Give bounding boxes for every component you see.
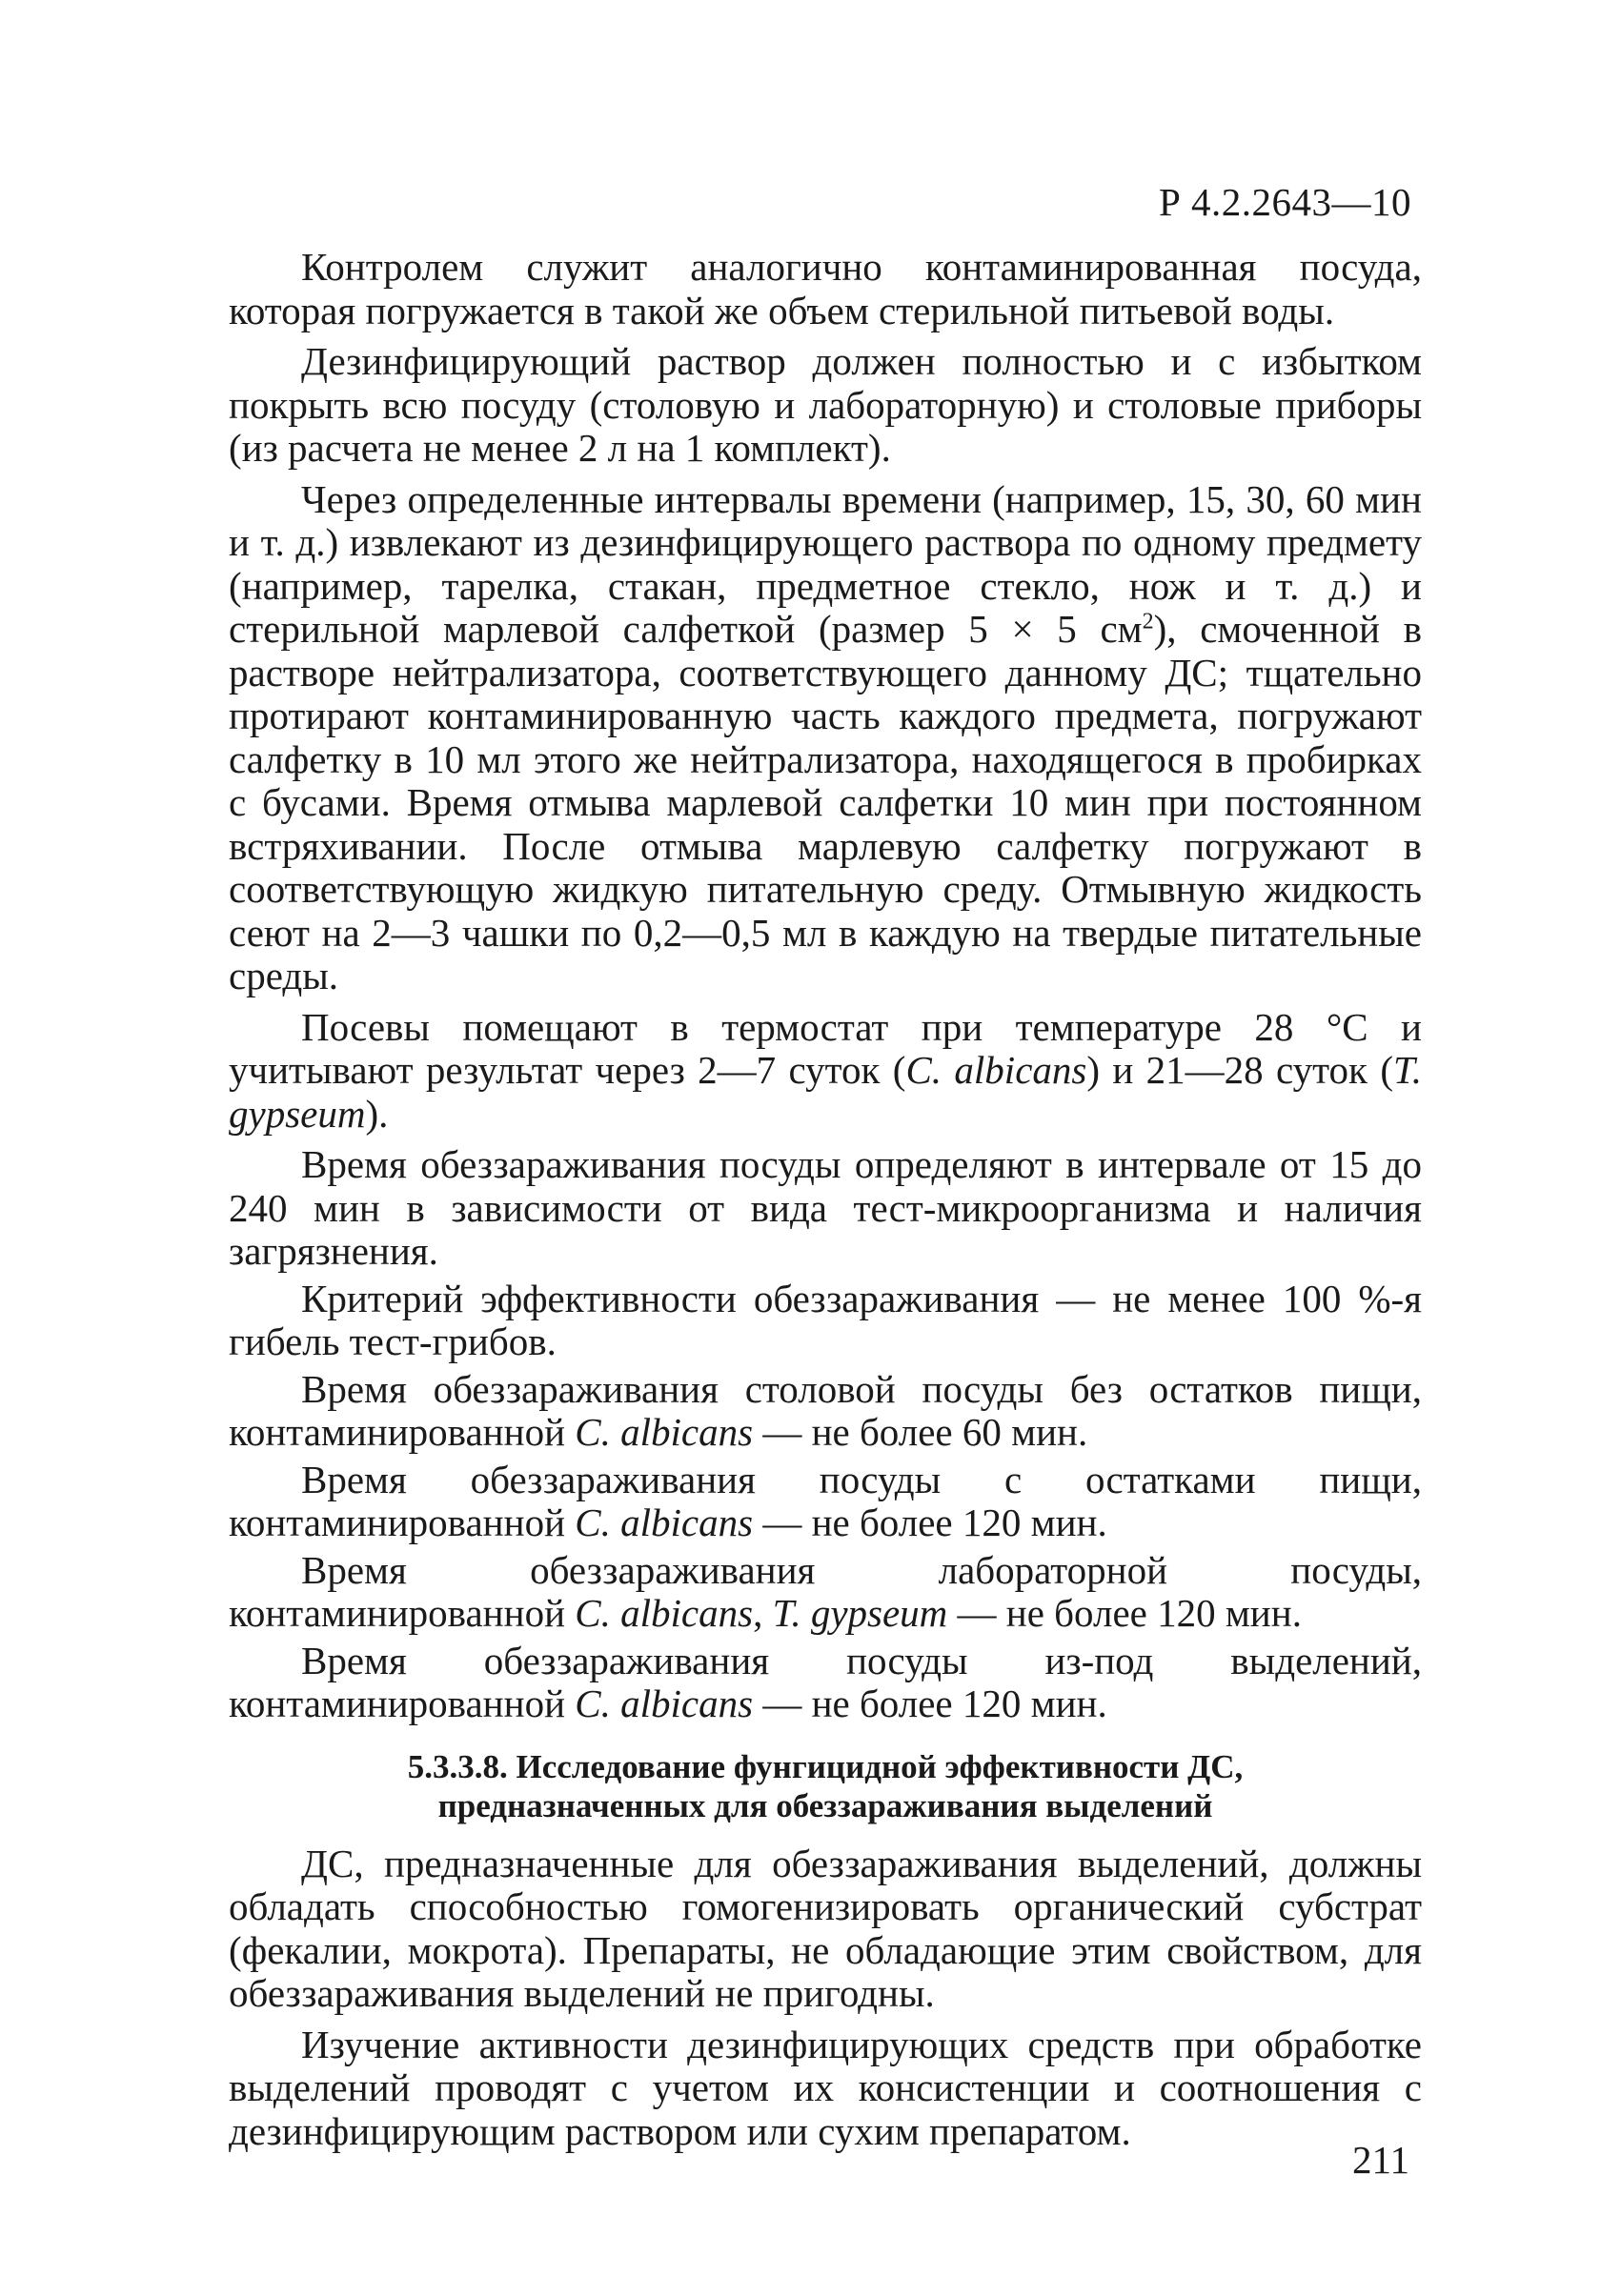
species-name: C. albicans <box>905 1048 1087 1092</box>
species-name: C. albicans <box>575 1410 754 1454</box>
incubation-text-3: ). <box>365 1091 389 1136</box>
page-number: 211 <box>1352 2138 1409 2182</box>
food-text-1: Время обеззараживания посуды с остатками пищи, контаминированной <box>229 1457 1422 1544</box>
food-text-2: — не более 120 мин. <box>753 1500 1107 1544</box>
tableware-text-2: — не более 60 мин. <box>753 1410 1088 1454</box>
document-code: Р 4.2.2643—10 <box>1158 180 1411 224</box>
procedure-text-part1: Через определенные интервалы времени (например, 15, 30, 60 мин и т. д.) извлекают из дезинфицирующего раствора по одному предмету (например, тарелка, стакан, предметное стекло, нож и т. д.) и стерильной марлевой салфеткой (размер 5 × 5 см <box>229 476 1422 651</box>
paragraph-lab-ware <box>229 1549 1422 1636</box>
secretion-text-2: — не более 120 мин. <box>753 1682 1107 1725</box>
species-name: T. gypseum <box>229 1048 1422 1136</box>
species-name: C. albicans <box>575 1591 754 1635</box>
paragraph-tableware-no-food <box>229 1368 1422 1455</box>
incubation-text-1: Посевы помещают в термостат при температуре 28 °С и учитывают результат через 2—7 суток ( <box>229 1004 1422 1092</box>
species-name: C. albicans <box>575 1500 754 1544</box>
tableware-text-1: Время обеззараживания столовой посуды без остатков пищи, контаминированной <box>229 1366 1422 1454</box>
paragraph-secretion-ware <box>229 1640 1422 1726</box>
lab-text-1: Время обеззараживания лабораторной посуды, контаминированной <box>229 1547 1422 1635</box>
paragraph-procedure <box>229 478 1422 998</box>
incubation-text-2: ) и 21—28 суток ( <box>1086 1048 1393 1092</box>
paragraph-control: Контролем служит аналогично контаминированная посуда, которая погружается в такой же объем стерильной питьевой воды. <box>229 245 1422 332</box>
document-body <box>229 246 1422 2161</box>
species-name: C. albicans <box>575 1682 754 1725</box>
lab-text-3: — не более 120 мин. <box>947 1591 1302 1635</box>
paragraph-time-interval: Время обеззараживания посуды определяют в интервале от 15 до 240 мин в зависимости от вида тест-микроорганизма и наличия загрязнения. <box>229 1142 1422 1273</box>
paragraph-activity-study: Изучение активности дезинфицирующих средств при обработке выделений проводят с учетом их консистенции и соотношения с дезинфицирующим раствором или сухим препаратом. <box>229 2022 1422 2153</box>
section-heading: 5.3.3.8. Исследование фунгицидной эффективности ДС, предназначенных для обеззараживания выделений <box>407 1747 1244 1824</box>
paragraph-solution-coverage: Дезинфицирующий раствор должен полностью и с избытком покрыть всю посуду (столовую и лабораторную) и столовые приборы (из расчета не менее 2 л на 1 комплект). <box>229 339 1422 470</box>
paragraph-homogenize: ДС, предназначенные для обеззараживания выделений, должны обладать способностью гомогенизировать органический субстрат (фекалии, мокрота). Препараты, не обладающие этим свойством, для обеззараживания выделений не пригодны. <box>229 1841 1422 2015</box>
paragraph-tableware-food <box>229 1459 1422 1545</box>
species-name: T. gypseum <box>772 1591 948 1635</box>
procedure-text-part2: ), смоченной в растворе нейтрализатора, соответствующего данному ДС; тщательно протирают контаминированную часть каждого предмета, погружают салфетку в 10 мл этого же нейтрализатора, находящегося в пробирках с бусами. Время отмыва марлевой салфетки 10 мин при постоянном встряхивании. После отмыва марлевую салфетку погружают в соответствующую жидкую питательную среду. Отмывную жидкость сеют на 2—3 чашки по 0,2—0,5 мл в каждую на твердые питательные среды. <box>229 607 1422 997</box>
paragraph-criterion: Критерий эффективности обеззараживания — не менее 100 %-я гибель тест-грибов. <box>229 1276 1422 1363</box>
superscript-2: 2 <box>1142 609 1154 634</box>
paragraph-incubation <box>229 1006 1422 1137</box>
lab-text-2: , <box>753 1591 773 1635</box>
secretion-text-1: Время обеззараживания посуды из-под выделений, контаминированной <box>229 1638 1422 1725</box>
